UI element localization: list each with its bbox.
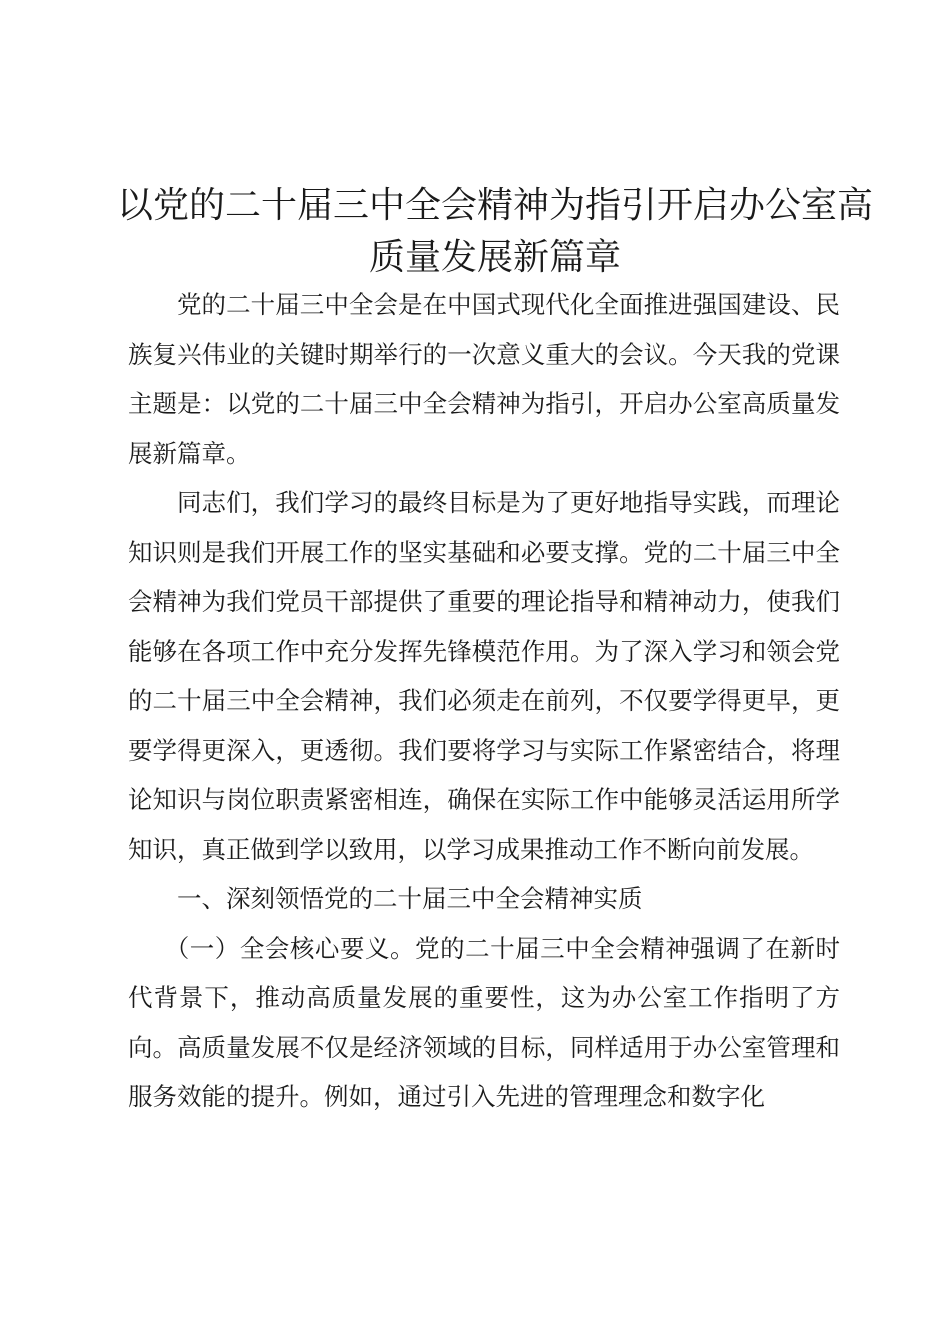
document-body xyxy=(128,280,840,1122)
paragraph-intro: 党的二十届三中全会是在中国式现代化全面推进强国建设、民族复兴伟业的关键时期举行的一次意义重大的会议。今天我的党课主题是：以党的二十届三中全会精神为指引，开启办公室高质量发展新篇章。 xyxy=(128,290,840,468)
paragraph-core-meaning: （一）全会核心要义。党的二十届三中全会精神强调了在新时代背景下，推动高质量发展的重要性，这为办公室工作指明了方向。高质量发展不仅是经济领域的目标，同样适用于办公室管理和服务效能的提升。例如，通过引入先进的管理理念和数字化 xyxy=(128,933,840,1111)
section-heading: 一、深刻领悟党的二十届三中全会精神实质 xyxy=(177,884,643,913)
document-title: 以党的二十届三中全会精神为指引开启办公室高质量发展新篇章 xyxy=(116,185,873,278)
paragraph-comrades: 同志们，我们学习的最终目标是为了更好地指导实践，而理论知识则是我们开展工作的坚实基础和必要支撑。党的二十届三中全会精神为我们党员干部提供了重要的理论指导和精神动力，使我们能够在各项工作中充分发挥先锋模范作用。为了深入学习和领会党的二十届三中全会精神，我们必须走在前列，不仅要学得更早，更要学得更深入，更透彻。我们要将学习与实际工作紧密结合，将理论知识与岗位职责紧密相连，确保在实际工作中能够灵活运用所学知识，真正做到学以致用，以学习成果推动工作不断向前发展。 xyxy=(128,488,840,864)
